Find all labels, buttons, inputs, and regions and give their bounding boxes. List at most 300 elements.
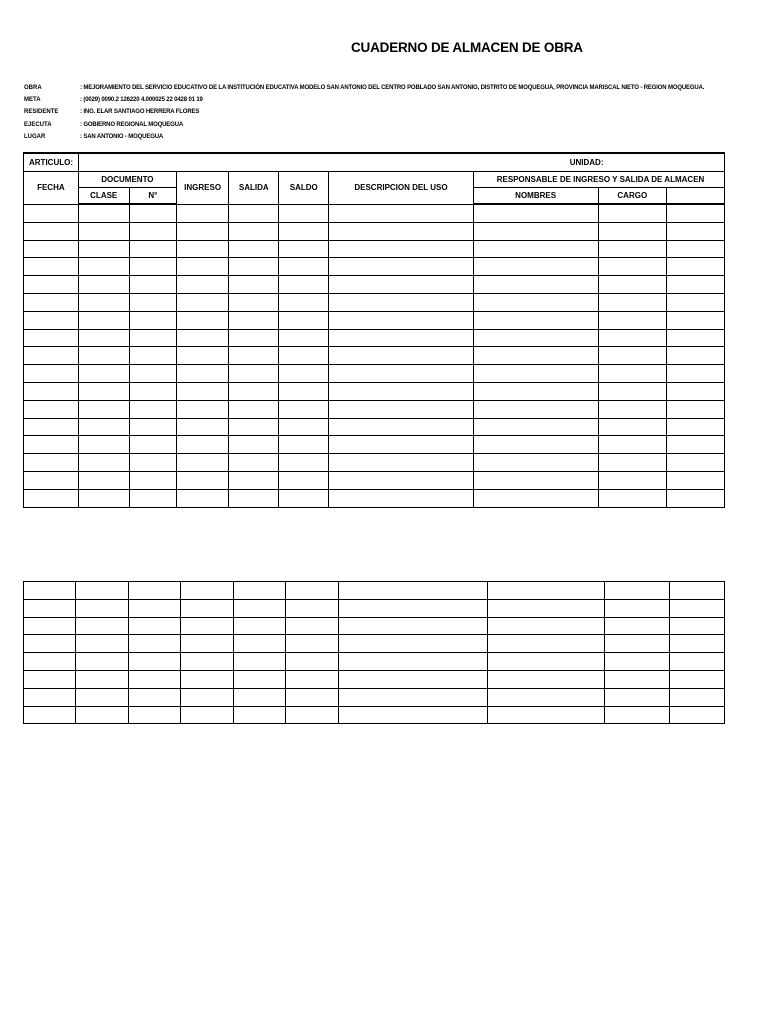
table-cell — [78, 365, 129, 383]
table-cell — [598, 311, 667, 329]
table-cell — [286, 617, 338, 635]
table-cell — [605, 635, 669, 653]
table-cell — [78, 436, 129, 454]
table-cell — [473, 311, 598, 329]
table-cell — [286, 670, 338, 688]
table-cell — [129, 489, 176, 507]
table-cell — [229, 489, 279, 507]
table-cell — [229, 436, 279, 454]
table-cell — [667, 311, 725, 329]
table-cell — [598, 365, 667, 383]
table-cell — [229, 365, 279, 383]
table-row — [24, 276, 725, 294]
table-cell — [177, 489, 229, 507]
table-row — [24, 293, 725, 311]
table-cell — [605, 599, 669, 617]
documento-header: DOCUMENTO — [78, 172, 176, 188]
table-cell — [279, 454, 329, 472]
table-cell — [473, 204, 598, 222]
table-cell — [76, 688, 128, 706]
table-cell — [669, 706, 724, 724]
table-cell — [129, 471, 176, 489]
table-cell — [128, 670, 180, 688]
table-cell — [229, 329, 279, 347]
table-cell — [129, 454, 176, 472]
warehouse-table — [23, 152, 725, 508]
table-cell — [598, 489, 667, 507]
info-label: RESIDENTE — [24, 109, 59, 116]
table-cell — [78, 454, 129, 472]
table-cell — [78, 258, 129, 276]
table-cell — [279, 240, 329, 258]
table-row — [24, 311, 725, 329]
fecha-header: FECHA — [24, 172, 79, 205]
table-cell — [181, 617, 233, 635]
numero-header: N° — [129, 188, 176, 205]
table-cell — [24, 293, 79, 311]
table-cell — [177, 418, 229, 436]
table-row — [24, 617, 725, 635]
table-cell — [129, 258, 176, 276]
table-cell — [129, 382, 176, 400]
table-cell — [129, 222, 176, 240]
table-cell — [233, 582, 285, 600]
table-cell — [76, 599, 128, 617]
table-cell — [129, 329, 176, 347]
table-cell — [598, 258, 667, 276]
table-cell — [129, 240, 176, 258]
table-cell — [279, 293, 329, 311]
table-cell — [473, 436, 598, 454]
table-cell — [279, 329, 329, 347]
table-row — [24, 382, 725, 400]
table-cell — [229, 240, 279, 258]
info-value: : ING. ELAR SANTIAGO HERRERA FLORES — [80, 109, 199, 115]
table-cell — [78, 311, 129, 329]
table-row — [24, 599, 725, 617]
table-cell — [181, 670, 233, 688]
table-cell — [24, 436, 79, 454]
table-cell — [473, 418, 598, 436]
table-cell — [78, 204, 129, 222]
table-cell — [233, 635, 285, 653]
table-cell — [598, 293, 667, 311]
table-cell — [598, 436, 667, 454]
info-label: META — [24, 97, 41, 104]
table-cell — [669, 688, 724, 706]
info-value: : MEJORAMIENTO DEL SERVICIO EDUCATIVO DE LA INSTITUCIÓN EDUCATIVA MODELO SAN ANTONIO DEL CENTRO POBLADO SAN ANTONIO, DISTRITO DE MOQUEGUA, PROVINCIA MARISCAL NIETO - REGION MOQUEGUA. — [80, 85, 704, 91]
table-cell — [667, 347, 725, 365]
table-cell — [329, 329, 474, 347]
table-cell — [24, 365, 79, 383]
table-cell — [669, 599, 724, 617]
table-cell — [279, 400, 329, 418]
table-cell — [669, 617, 724, 635]
table-cell — [78, 222, 129, 240]
table-cell — [669, 670, 724, 688]
table-cell — [24, 347, 79, 365]
table-cell — [78, 382, 129, 400]
table-cell — [338, 670, 487, 688]
table-cell — [24, 653, 76, 671]
table-cell — [667, 293, 725, 311]
table-cell — [229, 347, 279, 365]
table-cell — [229, 311, 279, 329]
table-cell — [279, 382, 329, 400]
table-cell — [286, 653, 338, 671]
table-cell — [177, 471, 229, 489]
table-row — [24, 400, 725, 418]
table-cell — [667, 418, 725, 436]
table-cell — [229, 418, 279, 436]
table-cell — [667, 258, 725, 276]
table-cell — [233, 653, 285, 671]
table-cell — [24, 706, 76, 724]
info-value: : GOBIERNO REGIONAL MOQUEGUA — [80, 122, 183, 128]
table-cell — [181, 653, 233, 671]
salida-header: SALIDA — [229, 172, 279, 205]
table-cell — [128, 582, 180, 600]
table-cell — [473, 400, 598, 418]
table-cell — [24, 204, 79, 222]
table-cell — [338, 617, 487, 635]
table-cell — [229, 400, 279, 418]
table-cell — [667, 382, 725, 400]
table-cell — [24, 311, 79, 329]
table-cell — [329, 258, 474, 276]
table-cell — [487, 688, 605, 706]
table-cell — [177, 400, 229, 418]
table-cell — [128, 599, 180, 617]
table-cell — [279, 347, 329, 365]
table-cell — [229, 222, 279, 240]
table-cell — [78, 329, 129, 347]
table-cell — [667, 489, 725, 507]
table-cell — [329, 489, 474, 507]
table-cell — [229, 382, 279, 400]
table-cell — [177, 436, 229, 454]
table-cell — [329, 382, 474, 400]
table-cell — [487, 599, 605, 617]
table-cell — [473, 365, 598, 383]
table-cell — [279, 276, 329, 294]
table-cell — [605, 617, 669, 635]
table-cell — [598, 276, 667, 294]
table-cell — [24, 582, 76, 600]
table-cell — [129, 276, 176, 294]
table-cell — [667, 240, 725, 258]
document-title: CUADERNO DE ALMACEN DE OBRA — [351, 40, 583, 55]
table-cell — [78, 276, 129, 294]
table-cell — [598, 418, 667, 436]
table-cell — [279, 418, 329, 436]
table-cell — [78, 418, 129, 436]
info-value: : SAN ANTONIO - MOQUEGUA — [80, 134, 163, 140]
table-cell — [229, 293, 279, 311]
table-cell — [286, 635, 338, 653]
table-cell — [76, 670, 128, 688]
table-cell — [605, 688, 669, 706]
table-cell — [473, 382, 598, 400]
info-label: LUGAR — [24, 133, 46, 140]
table-cell — [487, 670, 605, 688]
table-cell — [473, 454, 598, 472]
table-cell — [338, 635, 487, 653]
table-cell — [24, 222, 79, 240]
table-cell — [669, 635, 724, 653]
table-cell — [598, 329, 667, 347]
main-table-body — [24, 204, 725, 507]
table-cell — [329, 204, 474, 222]
table-cell — [24, 329, 79, 347]
table-cell — [473, 471, 598, 489]
table-cell — [598, 454, 667, 472]
table-cell — [473, 347, 598, 365]
continuation-table-body — [24, 582, 725, 724]
saldo-header: SALDO — [279, 172, 329, 205]
table-row — [24, 240, 725, 258]
table-cell — [329, 240, 474, 258]
table-cell — [605, 653, 669, 671]
table-cell — [24, 276, 79, 294]
table-cell — [177, 347, 229, 365]
clase-header: CLASE — [78, 188, 129, 205]
table-cell — [605, 670, 669, 688]
table-cell — [181, 582, 233, 600]
table-cell — [487, 653, 605, 671]
table-cell — [78, 400, 129, 418]
table-cell — [487, 617, 605, 635]
table-cell — [129, 347, 176, 365]
table-cell — [128, 688, 180, 706]
table-cell — [329, 347, 474, 365]
table-cell — [177, 204, 229, 222]
table-cell — [78, 471, 129, 489]
table-cell — [598, 471, 667, 489]
unidad-label: UNIDAD: — [78, 153, 724, 172]
table-cell — [128, 635, 180, 653]
table-cell — [24, 489, 79, 507]
table-cell — [233, 599, 285, 617]
table-cell — [667, 436, 725, 454]
table-cell — [229, 454, 279, 472]
table-cell — [229, 471, 279, 489]
table-row — [24, 222, 725, 240]
table-cell — [279, 204, 329, 222]
table-cell — [78, 240, 129, 258]
table-cell — [669, 582, 724, 600]
table-cell — [338, 582, 487, 600]
info-label: OBRA — [24, 85, 42, 92]
table-row — [24, 471, 725, 489]
table-cell — [286, 688, 338, 706]
table-cell — [177, 222, 229, 240]
table-row — [24, 688, 725, 706]
table-cell — [229, 204, 279, 222]
responsable-header: RESPONSABLE DE INGRESO Y SALIDA DE ALMACEN — [473, 172, 724, 188]
table-cell — [667, 400, 725, 418]
table-cell — [177, 454, 229, 472]
table-row — [24, 329, 725, 347]
table-cell — [329, 311, 474, 329]
table-cell — [487, 635, 605, 653]
table-cell — [233, 706, 285, 724]
table-cell — [667, 365, 725, 383]
table-cell — [76, 706, 128, 724]
table-cell — [279, 436, 329, 454]
table-cell — [76, 617, 128, 635]
table-cell — [177, 365, 229, 383]
table-row — [24, 454, 725, 472]
table-cell — [329, 454, 474, 472]
table-cell — [473, 222, 598, 240]
table-cell — [229, 276, 279, 294]
table-cell — [329, 276, 474, 294]
table-cell — [329, 436, 474, 454]
table-cell — [24, 258, 79, 276]
empty-header-cell — [667, 188, 725, 205]
table-cell — [128, 617, 180, 635]
table-cell — [177, 311, 229, 329]
table-cell — [78, 489, 129, 507]
table-cell — [24, 617, 76, 635]
table-row — [24, 347, 725, 365]
table-cell — [286, 582, 338, 600]
table-cell — [329, 471, 474, 489]
table-cell — [181, 688, 233, 706]
table-cell — [329, 293, 474, 311]
table-cell — [177, 382, 229, 400]
table-cell — [24, 670, 76, 688]
table-row — [24, 436, 725, 454]
table-cell — [667, 276, 725, 294]
continuation-table — [23, 581, 725, 724]
table-cell — [129, 365, 176, 383]
table-cell — [487, 582, 605, 600]
table-cell — [177, 329, 229, 347]
table-cell — [473, 293, 598, 311]
table-cell — [473, 240, 598, 258]
ingreso-header: INGRESO — [177, 172, 229, 205]
table-cell — [598, 400, 667, 418]
table-row — [24, 635, 725, 653]
table-cell — [598, 240, 667, 258]
table-row — [24, 670, 725, 688]
table-cell — [129, 400, 176, 418]
table-row — [24, 204, 725, 222]
table-cell — [129, 204, 176, 222]
table-cell — [229, 258, 279, 276]
table-cell — [667, 329, 725, 347]
table-cell — [129, 418, 176, 436]
table-cell — [76, 582, 128, 600]
table-row — [24, 418, 725, 436]
table-cell — [76, 653, 128, 671]
table-cell — [279, 471, 329, 489]
table-cell — [667, 471, 725, 489]
table-cell — [181, 706, 233, 724]
nombres-header: NOMBRES — [473, 188, 598, 205]
table-cell — [598, 382, 667, 400]
table-cell — [286, 599, 338, 617]
table-cell — [605, 582, 669, 600]
table-cell — [473, 276, 598, 294]
table-cell — [279, 489, 329, 507]
table-cell — [128, 706, 180, 724]
info-label: EJECUTA — [24, 121, 52, 128]
table-cell — [473, 489, 598, 507]
table-cell — [24, 400, 79, 418]
table-cell — [667, 204, 725, 222]
table-cell — [598, 222, 667, 240]
table-cell — [598, 204, 667, 222]
table-cell — [329, 418, 474, 436]
table-cell — [338, 599, 487, 617]
table-cell — [329, 400, 474, 418]
table-cell — [177, 258, 229, 276]
table-cell — [181, 635, 233, 653]
table-cell — [24, 418, 79, 436]
table-cell — [329, 222, 474, 240]
table-cell — [605, 706, 669, 724]
table-row — [24, 258, 725, 276]
table-cell — [598, 347, 667, 365]
table-cell — [24, 471, 79, 489]
table-cell — [487, 706, 605, 724]
table-cell — [24, 688, 76, 706]
table-cell — [177, 293, 229, 311]
table-cell — [24, 599, 76, 617]
cargo-header: CARGO — [598, 188, 667, 205]
table-cell — [233, 670, 285, 688]
table-row — [24, 706, 725, 724]
table-cell — [338, 706, 487, 724]
table-cell — [177, 240, 229, 258]
table-cell — [128, 653, 180, 671]
table-cell — [667, 222, 725, 240]
table-cell — [338, 653, 487, 671]
table-cell — [473, 258, 598, 276]
info-value: : (0029) 0090.2 126220 4.000025 22 0428 01 19 — [80, 97, 203, 103]
table-cell — [233, 617, 285, 635]
table-cell — [129, 436, 176, 454]
table-cell — [329, 365, 474, 383]
table-cell — [669, 653, 724, 671]
table-cell — [473, 329, 598, 347]
table-cell — [279, 258, 329, 276]
table-cell — [233, 688, 285, 706]
table-row — [24, 489, 725, 507]
table-cell — [338, 688, 487, 706]
table-row — [24, 653, 725, 671]
table-cell — [129, 311, 176, 329]
table-cell — [78, 347, 129, 365]
table-cell — [279, 311, 329, 329]
table-cell — [279, 222, 329, 240]
table-row — [24, 365, 725, 383]
articulo-label: ARTICULO: — [24, 153, 79, 172]
table-cell — [24, 454, 79, 472]
table-row — [24, 582, 725, 600]
table-cell — [181, 599, 233, 617]
table-cell — [76, 635, 128, 653]
table-cell — [78, 293, 129, 311]
table-cell — [24, 382, 79, 400]
table-cell — [177, 276, 229, 294]
table-cell — [129, 293, 176, 311]
table-cell — [279, 365, 329, 383]
descripcion-header: DESCRIPCION DEL USO — [329, 172, 474, 205]
